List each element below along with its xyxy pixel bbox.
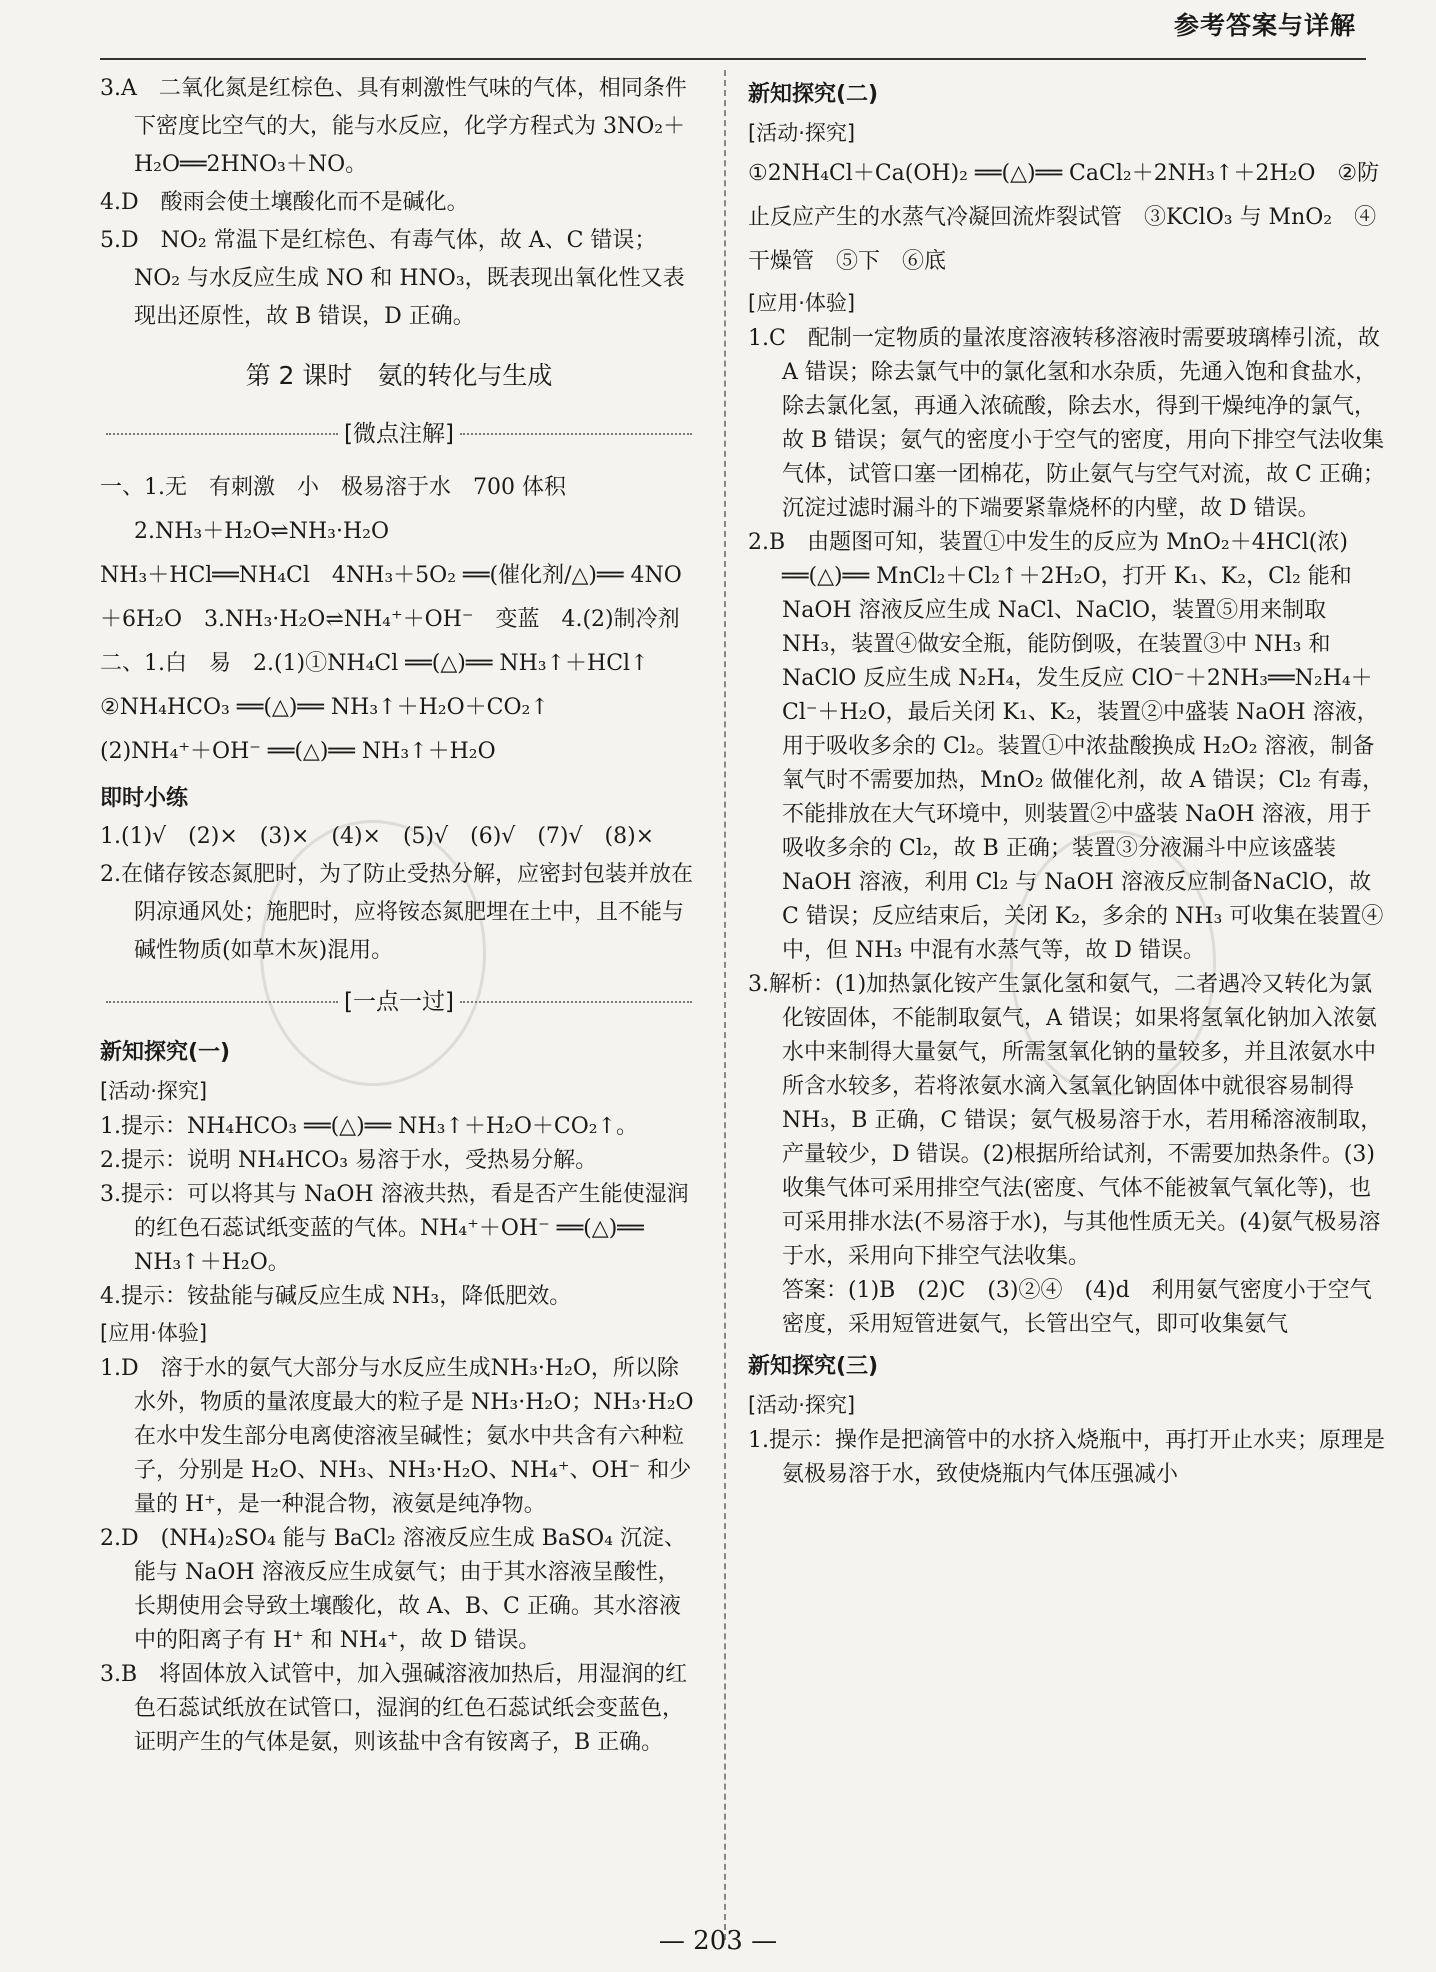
explore-title: 新知探究(二) xyxy=(748,82,879,107)
apply-item: 1.D 溶于水的氨气大部分与水反应生成NH₃·H₂O，所以除水外，物质的量浓度最大的粒子是 NH₃·H₂O；NH₃·H₂O在水中发生部分电离使溶液呈碱性；氨水中共含有六种粒子，分别是 H₂O、NH₃、NH₃·H₂O、NH₄⁺、OH⁻ 和少量的 H⁺，是一种混合物，液氨是纯净物。 xyxy=(100,1356,694,1517)
dotted-rule xyxy=(460,1001,692,1003)
note-line: (2)NH₄⁺＋OH⁻ ══(△)══ NH₃↑＋H₂O xyxy=(100,739,496,764)
note-line: NH₃＋HCl══NH₄Cl 4NH₃＋5O₂ ══(催化剂/△)══ 4NO＋6H₂O 3.NH₃·H₂O⇌NH₄⁺＋OH⁻ 变蓝 4.(2)制冷剂 xyxy=(100,563,682,632)
activity-label: [活动·探究] xyxy=(748,121,856,145)
header-title: 参考答案与详解 xyxy=(1173,11,1356,40)
apply-item: 2.D (NH₄)₂SO₄ 能与 BaCl₂ 溶液反应生成 BaSO₄ 沉淀、能与 NaOH 溶液反应生成氨气；由于其水溶液呈酸性，长期使用会导致土壤酸化，故 A、B、C 正确。其水溶液中的阳离子有 H⁺ 和 NH₄⁺，故 D 错误。 xyxy=(100,1526,686,1653)
answer-item: 3.A 二氧化氮是红棕色、具有刺激性气味的气体，相同条件下密度比空气的大，能与水反应，化学方程式为 3NO₂＋H₂O══2HNO₃＋NO。 xyxy=(100,76,687,177)
activity-item: 1.提示：操作是把滴管中的水挤入烧瓶中，再打开止水夹；原理是氨极易溶于水，致使烧瓶内气体压强减小 xyxy=(748,1428,1385,1487)
note-line: ②NH₄HCO₃ ══(△)══ NH₃↑＋H₂O＋CO₂↑ xyxy=(100,695,549,720)
practice-item: 1.(1)√ (2)× (3)× (4)× (5)√ (6)√ (7)√ (8)× xyxy=(100,824,655,849)
apply-item: 1.C 配制一定物质的量浓度溶液转移溶液时需要玻璃棒引流，故 A 错误；除去氯气中的氯化氢和水杂质，先通入饱和食盐水，除去氯化氢，再通入浓硫酸，除去水，得到干燥纯净的氯气，故 B 错误；氨气的密度小于空气的密度，用向下排空气法收集气体，试管口塞一团棉花，防止氨气与空气对流，故 C 正确；沉淀过滤时漏斗的下端要紧靠烧杯的内壁，故 D 错误。 xyxy=(748,326,1385,521)
dotted-rule xyxy=(106,433,338,435)
practice-title: 即时小练 xyxy=(100,786,189,811)
section-band xyxy=(100,414,698,454)
section-band-label: [一点一过] xyxy=(344,989,454,1015)
right-column xyxy=(748,70,1388,1492)
page-number: — 203 — xyxy=(658,1926,778,1956)
answer-item: 4.D 酸雨会使土壤酸化而不是碱化。 xyxy=(100,190,469,215)
note-line: 二、1.白 易 2.(1)①NH₄Cl ══(△)══ NH₃↑＋HCl↑ xyxy=(100,651,649,676)
activity-item: 1.提示：NH₄HCO₃ ══(△)══ NH₃↑＋H₂O＋CO₂↑。 xyxy=(100,1114,639,1139)
activity-item: 2.提示：说明 NH₄HCO₃ 易溶于水，受热易分解。 xyxy=(100,1148,598,1173)
left-column xyxy=(100,70,698,1760)
activity-item: 4.提示：铵盐能与碱反应生成 NH₃，降低肥效。 xyxy=(100,1284,572,1309)
page-header xyxy=(0,0,1436,50)
activity-item: 3.提示：可以将其与 NaOH 溶液共热，看是否产生能使湿润的红色石蕊试纸变蓝的气体。NH₄⁺＋OH⁻ ══(△)══ NH₃↑＋H₂O。 xyxy=(100,1182,689,1275)
activity-answer: ①2NH₄Cl＋Ca(OH)₂ ══(△)══ CaCl₂＋2NH₃↑＋2H₂O ②防止反应产生的水蒸气冷凝回流炸裂试管 ③KClO₃ 与 MnO₂ ④干燥管 ⑤下 ⑥底 xyxy=(748,161,1380,274)
apply-item: 3.B 将固体放入试管中，加入强碱溶液加热后，用湿润的红色石蕊试纸放在试管口，湿润的红色石蕊试纸会变蓝色，证明产生的气体是氨，则该盐中含有铵离子，B 正确。 xyxy=(100,1662,688,1755)
section-band xyxy=(100,982,698,1022)
section-band-label: [微点注解] xyxy=(344,421,454,447)
note-line: 2.NH₃＋H₂O⇌NH₃·H₂O xyxy=(134,519,390,544)
dotted-rule xyxy=(460,433,692,435)
header-rule xyxy=(100,58,1366,60)
explore-title: 新知探究(一) xyxy=(100,1040,231,1065)
note-line: 一、1.无 有刺激 小 极易溶于水 700 体积 xyxy=(100,475,566,500)
practice-item: 2.在储存铵态氮肥时，为了防止受热分解，应密封包装并放在阴凉通风处；施肥时，应将铵态氮肥埋在土中，且不能与碱性物质(如草木灰)混用。 xyxy=(100,862,693,963)
explore-title: 新知探究(三) xyxy=(748,1354,879,1379)
activity-label: [活动·探究] xyxy=(100,1079,208,1103)
final-answer: 答案：(1)B (2)C (3)②④ (4)d 利用氨气密度小于空气密度，采用短管进氨气，长管出空气，即可收集氨气 xyxy=(782,1278,1372,1337)
apply-item: 3.解析：(1)加热氯化铵产生氯化氢和氨气，二者遇冷又转化为氯化铵固体，不能制取氨气，A 错误；如果将氢氧化钠加入浓氨水中来制得大量氨气，所需氢氧化钠的量较多，并且浓氨水中所含水较多，若将浓氨水滴入氢氧化钠固体中就很容易制得 NH₃，B 正确，C 错误；氨气极易溶于水，若用稀溶液制取，产量较少，D 错误。(2)根据所给试剂，不需要加热条件。(3)收集气体可采用排空气法(密度、气体不能被氧气氧化等)，也可采用排水法(不易溶于水)，与其他性质无关。(4)氨气极易溶于水，采用向下排空气法收集。 xyxy=(748,972,1383,1269)
lesson-title: 第 2 课时 氨的转化与生成 xyxy=(245,361,553,390)
dotted-rule xyxy=(106,1001,338,1003)
apply-item: 2.B 由题图可知，装置①中发生的反应为 MnO₂＋4HCl(浓) ══(△)══ MnCl₂＋Cl₂↑＋2H₂O，打开 K₁、K₂，Cl₂ 能和 NaOH 溶液反应生成 NaCl、NaClO，装置⑤用来制取 NH₃，装置④做安全瓶，能防倒吸，在装置③中 NH₃ 和 NaClO 反应生成 N₂H₄，发生反应 ClO⁻＋2NH₃══N₂H₄＋Cl⁻＋H₂O，最后关闭 K₁、K₂，装置②中盛装 NaOH 溶液，用于吸收多余的 Cl₂。装置①中浓盐酸换成 H₂O₂ 溶液，制备氧气时不需要加热，MnO₂ 做催化剂，故 A 错误；Cl₂ 有毒，不能排放在大气环境中，则装置②中盛装 NaOH 溶液，用于吸收多余的 Cl₂，故 B 正确；装置③分液漏斗中应该盛装 NaOH 溶液，利用 Cl₂ 与 NaOH 溶液反应制备NaClO，故 C 错误；反应结束后，关闭 K₂，多余的 NH₃ 可收集在装置④中，但 NH₃ 中混有水蒸气等，故 D 错误。 xyxy=(748,530,1385,963)
answer-item: 5.D NO₂ 常温下是红棕色、有毒气体，故 A、C 错误；NO₂ 与水反应生成 NO 和 HNO₃，既表现出氧化性又表现出还原性，故 B 错误，D 正确。 xyxy=(100,228,685,329)
apply-label: [应用·体验] xyxy=(748,291,856,315)
column-divider xyxy=(724,70,726,1940)
apply-label: [应用·体验] xyxy=(100,1321,208,1345)
activity-label: [活动·探究] xyxy=(748,1393,856,1417)
